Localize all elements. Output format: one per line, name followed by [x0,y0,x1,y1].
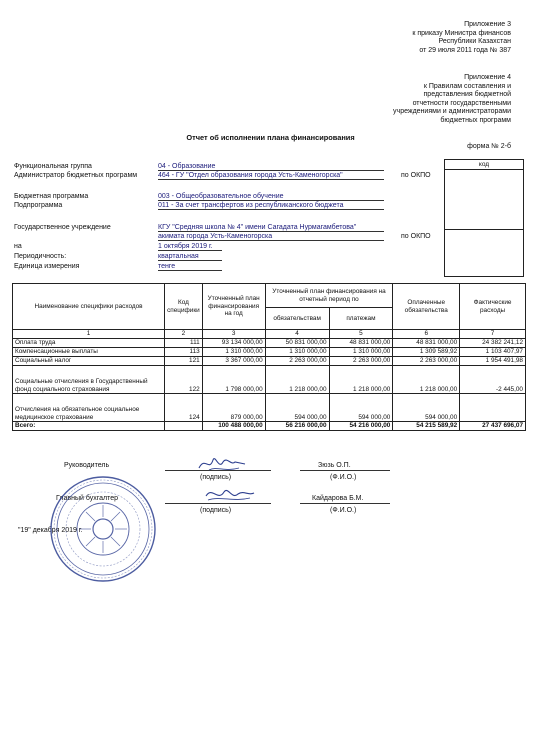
head-name: Зюзь О.П. [318,462,351,469]
row-name: Отчисления на обязательное социальное медицинское страхование [13,394,165,422]
row-actual: 1 954 491,98 [460,357,526,366]
row-actual: 1 103 407,97 [460,348,526,357]
col-number: 5 [329,330,393,339]
okpo-label: по ОКПО [401,172,431,179]
row-paid: 1 218 000,00 [393,366,460,394]
column-number-row [13,330,526,339]
header-paid-obligations: Оплаченные обязательства [393,284,460,330]
header-payments: платежам [329,308,393,330]
admin-label: Администратор бюджетных программ [14,172,138,179]
table-row [13,366,526,394]
func-group-label: Функциональная группа [14,163,92,170]
code-box-divider [445,229,523,230]
row-name: Компенсационные выплаты [13,348,165,357]
header-line: бюджетных программ [440,116,511,124]
form-number: форма № 2-б [467,143,511,150]
row-obligations: 50 831 000,00 [265,339,329,348]
row-paid: 48 831 000,00 [393,339,460,348]
subprogram-value: 011 - За счет трансфертов из республиканского бюджета [158,202,384,210]
row-plan-year: 879 000,00 [202,394,265,422]
row-code: 111 [165,339,203,348]
subprogram-label: Подпрограмма [14,202,63,209]
header-block-appendix-4 [393,74,511,126]
document-title: Отчет об исполнении плана финансирования [186,133,355,142]
header-code: Код специфики [165,284,203,330]
table-row [13,339,526,348]
row-plan-year: 1 798 000,00 [202,366,265,394]
total-plan-year: 100 488 000,00 [202,422,265,431]
head-label: Руководитель [64,462,110,469]
table-total-row [13,422,526,431]
row-code: 113 [165,348,203,357]
header-actual: Фактические расходы [460,284,526,330]
institution-value-line-1: КГУ "Средняя школа № 4" имени Сагадата Нурмагамбетова" [158,224,384,232]
accountant-name: Кайдарова Б.М. [312,495,364,502]
row-code: 124 [165,394,203,422]
func-group-value: 04 - Образование [158,163,384,171]
header-block-appendix-3 [412,21,511,55]
program-label: Бюджетная программа [14,193,89,200]
row-obligations: 594 000,00 [265,394,329,422]
code-box [444,159,524,277]
header-line: к Правилам составления и [423,82,511,90]
row-actual: 24 382 241,12 [460,339,526,348]
official-stamp-icon [48,474,158,584]
program-value: 003 - Общеобразовательное обучение [158,193,384,201]
col-number: 1 [13,330,165,339]
header-line: Приложение 4 [464,74,511,81]
total-payments: 54 216 000,00 [329,422,393,431]
period-value: квартальная [158,253,222,261]
row-code: 122 [165,366,203,394]
financing-table [12,283,526,431]
table-row [13,394,526,422]
row-actual [460,394,526,422]
row-paid: 1 309 589,92 [393,348,460,357]
accountant-name-line [300,503,390,504]
row-payments: 594 000,00 [329,394,393,422]
row-obligations: 1 310 000,00 [265,348,329,357]
period-label: Периодичность: [14,253,67,260]
col-number: 4 [265,330,329,339]
col-number: 3 [202,330,265,339]
date-label: на [14,243,22,250]
row-payments: 1 310 000,00 [329,348,393,357]
row-code: 121 [165,357,203,366]
accountant-sign-caption: (подпись) [200,507,232,514]
row-plan-year: 1 310 000,00 [202,348,265,357]
accountant-signature-icon [200,484,260,506]
okpo-label-2: по ОКПО [401,233,431,240]
row-payments: 2 263 000,00 [329,357,393,366]
header-line: учреждениями и администраторами [393,108,511,116]
header-line: отчетности государственными [412,99,511,107]
institution-label: Государственное учреждение [14,224,111,231]
header-plan-period: Уточненный план финансирования на отчетный период по [265,284,393,308]
row-plan-year: 3 367 000,00 [202,357,265,366]
total-code [165,422,203,431]
date-value: 1 октября 2019 г. [158,243,222,251]
header-name: Наименование специфики расходов [13,284,165,330]
row-plan-year: 93 134 000,00 [202,339,265,348]
unit-label: Единица измерения [14,263,80,270]
row-name: Оплата труда [13,339,165,348]
table-row [13,357,526,366]
header-line: представления бюджетной [423,91,511,99]
total-paid: 54 215 589,92 [393,422,460,431]
header-line: Республики Казахстан [438,38,511,46]
header-obligations: обязательствам [265,308,329,330]
col-number: 7 [460,330,526,339]
total-name: Всего: [13,422,165,431]
row-obligations: 1 218 000,00 [265,366,329,394]
row-paid: 594 000,00 [393,394,460,422]
code-box-header: код [445,160,523,170]
row-name: Социальный налог [13,357,165,366]
row-payments: 1 218 000,00 [329,366,393,394]
row-actual: -2 445,00 [460,366,526,394]
accountant-label: Главный бухгалтер [56,495,118,502]
header-plan-year: Уточненный план финансирования на год [202,284,265,330]
accountant-fio-caption: (Ф.И.О.) [330,507,357,514]
signature-date: "19" декабря 2019 г. [18,527,83,534]
total-actual: 27 437 696,07 [460,422,526,431]
row-paid: 2 263 000,00 [393,357,460,366]
header-line: к приказу Министра финансов [412,29,511,37]
head-fio-caption: (Ф.И.О.) [330,474,357,481]
total-obligations: 56 216 000,00 [265,422,329,431]
unit-value: тенге [158,263,222,271]
header-line: Приложение 3 [464,21,511,28]
head-name-line [300,470,390,471]
header-line: от 29 июля 2011 года № 387 [419,46,511,54]
col-number: 2 [165,330,203,339]
table-row [13,348,526,357]
row-name: Социальные отчисления в Государственный фонд социального страхования [13,366,165,394]
admin-value: 464 - ГУ "Отдел образования города Усть-Каменогорска" [158,172,384,180]
head-sign-caption: (подпись) [200,474,232,481]
head-signature-icon [195,452,255,476]
row-payments: 48 831 000,00 [329,339,393,348]
row-obligations: 2 263 000,00 [265,357,329,366]
institution-value-line-2: акимата города Усть-Каменогорска [158,233,384,241]
col-number: 6 [393,330,460,339]
table-header-row [13,284,526,308]
